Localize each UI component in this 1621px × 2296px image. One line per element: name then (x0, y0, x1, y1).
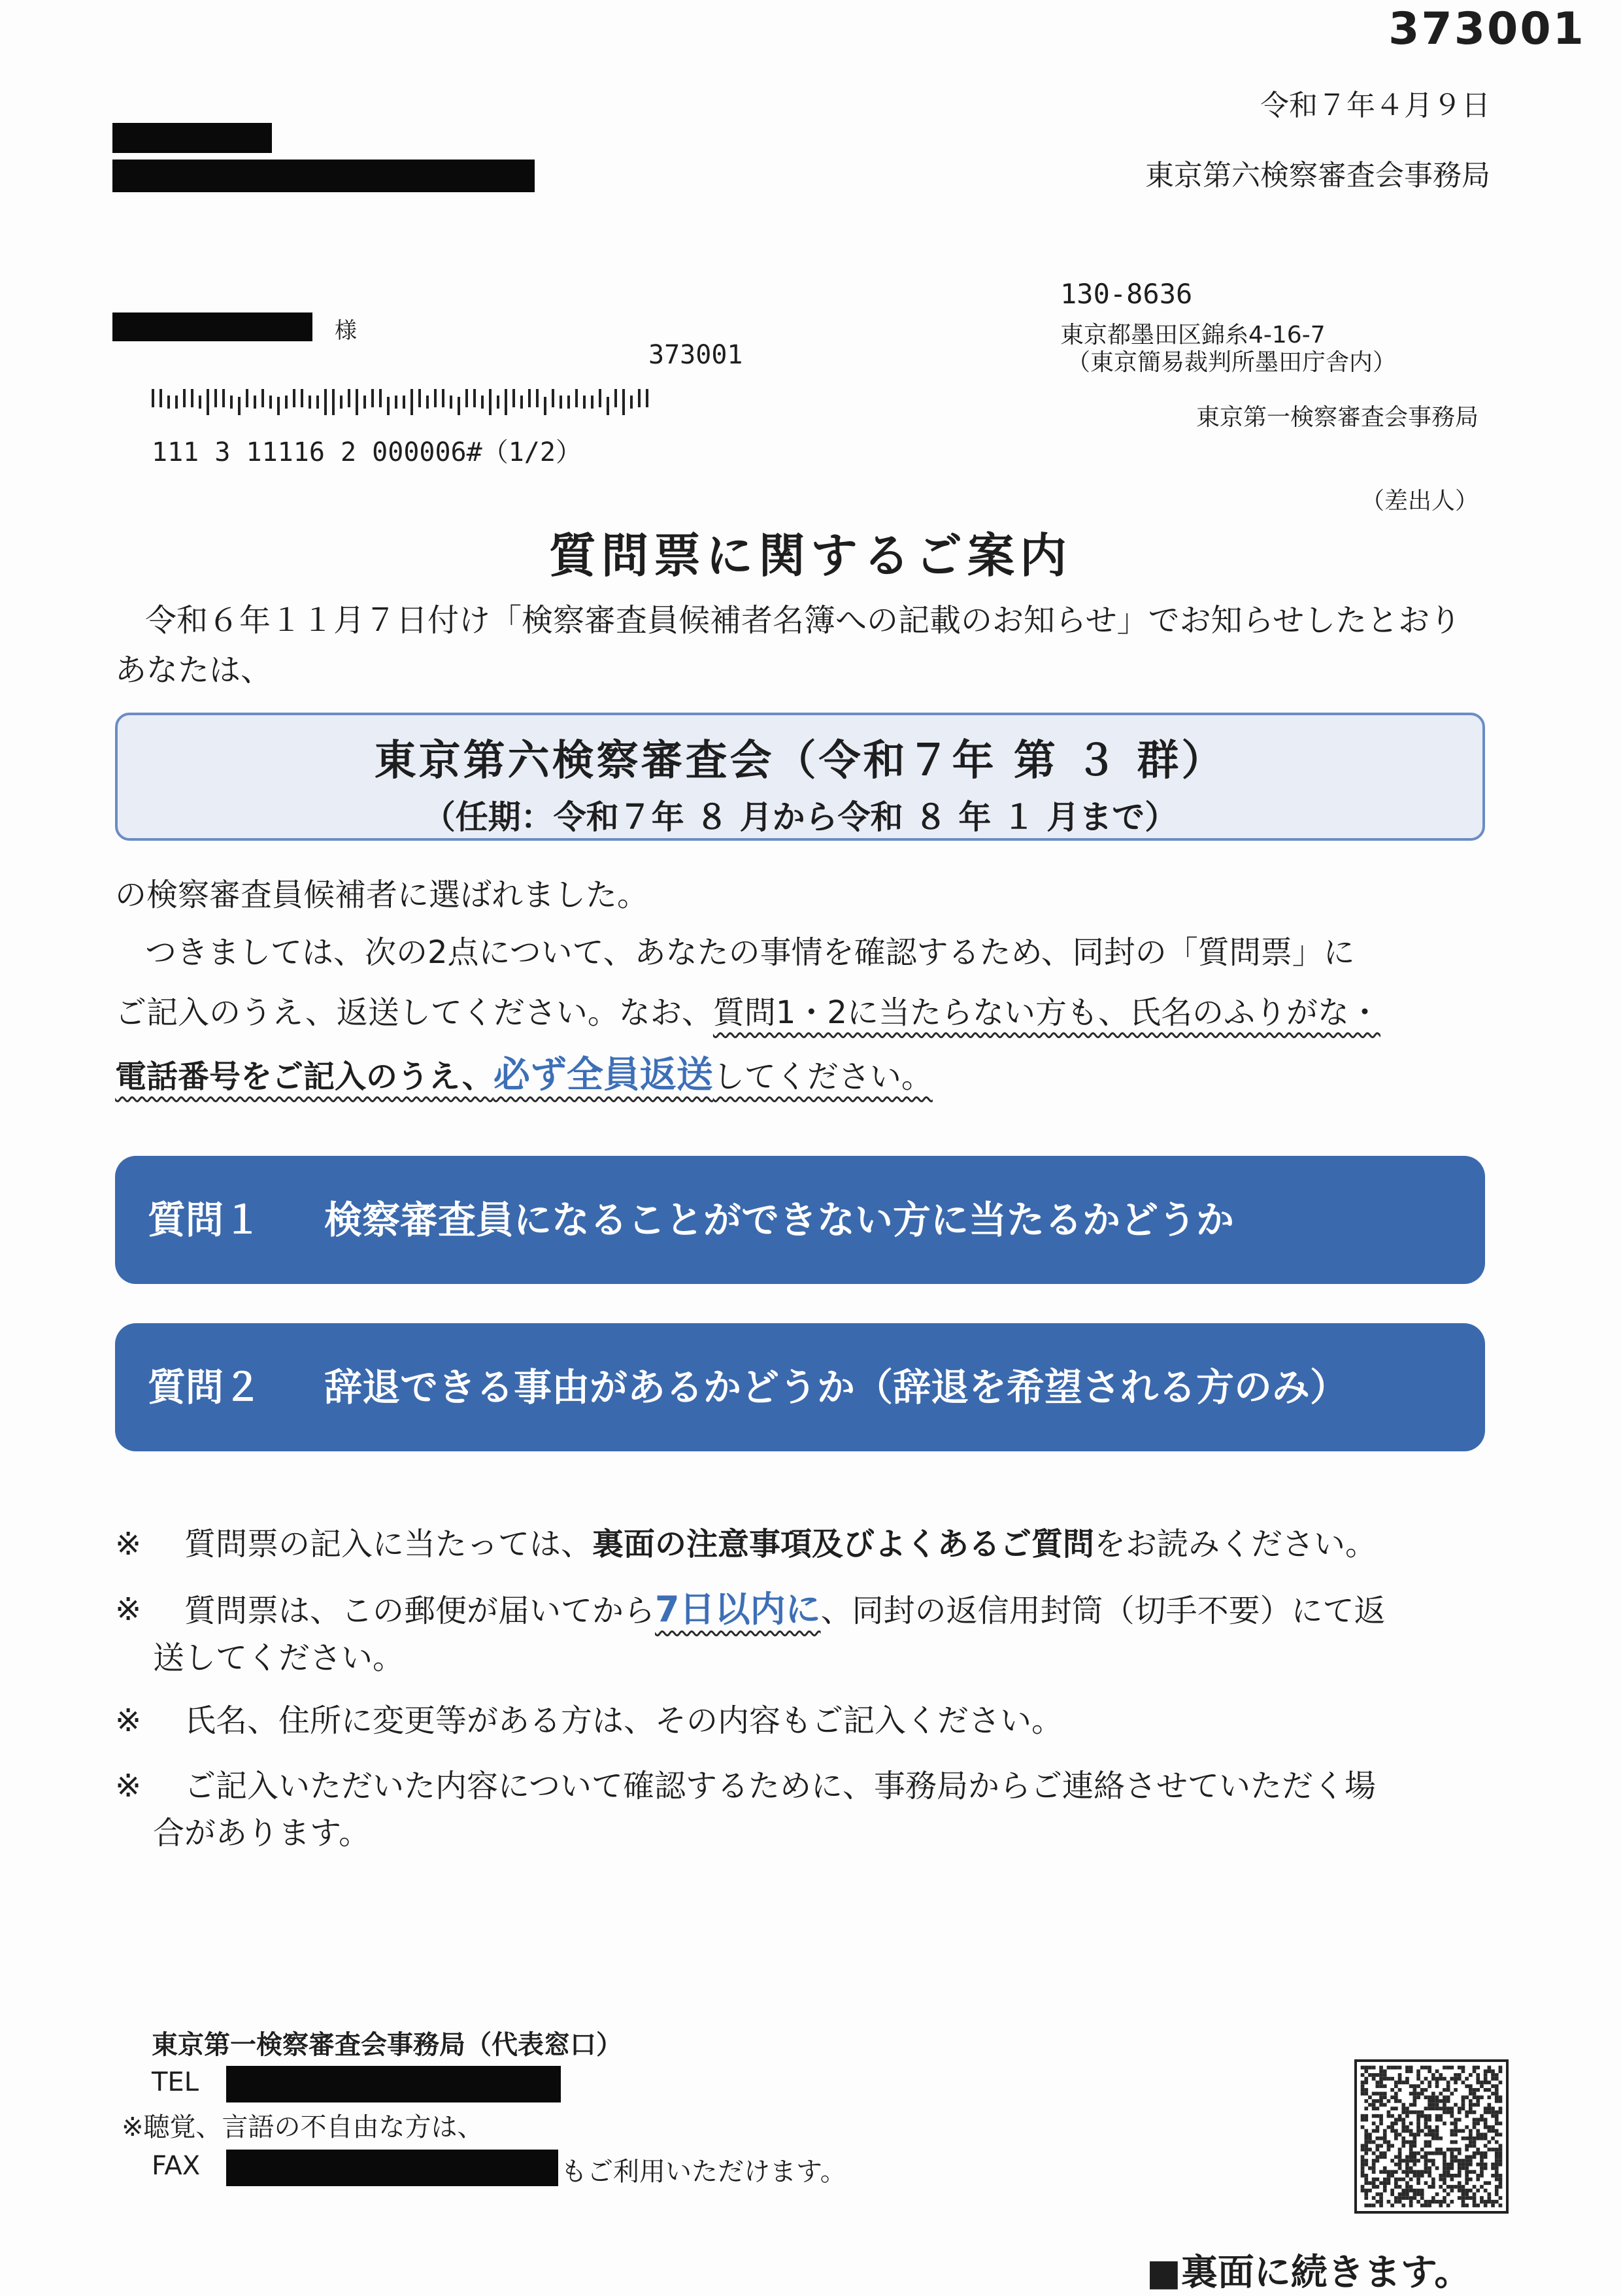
question-2-box (115, 1323, 1485, 1451)
fax-tail: もご利用いただけます。 (561, 2157, 846, 2187)
note-1-part-b: 裏面の注意事項及びよくあるご質問 (592, 1526, 1095, 1562)
body-line4-emphasis: 電話番号をご記入のうえ、 (115, 1058, 493, 1095)
question-1-text: 検察審査員になることができない方に当たるかどうか (324, 1198, 1235, 1242)
document-title: 質問票に関するご案内 (548, 528, 1072, 583)
body-line2: つきましては、次の2点について、あなたの事情を確認するため、同封の「質問票」に (145, 934, 1355, 971)
redacted-recipient-name (112, 312, 312, 341)
reference-number: 373001 (1388, 3, 1586, 55)
question-2-label: 質問２ (148, 1365, 262, 1410)
body-line4-tail: してください。 (712, 1058, 933, 1095)
redacted-address (112, 160, 535, 192)
note-3 (115, 1697, 1494, 1744)
qr-code (1354, 2059, 1509, 2214)
note-mark: ※ (115, 1591, 142, 1628)
note-4-part-a: ご記入いただいた内容について確認するために、事務局からご連絡させていただく場 (184, 1768, 1377, 1804)
body-line3-plain: ご記入のうえ、返送してください。なお、 (115, 994, 713, 1031)
intro-line2: あなたは、 (115, 652, 273, 688)
sender-office: 東京第六検察審査会事務局 (1145, 159, 1490, 192)
sender-label: （差出人） (1360, 488, 1479, 515)
return-postal-code: 130-8636 (1060, 278, 1193, 310)
note-2-part-a: 質問票は、この郵便が届いてから (184, 1593, 656, 1629)
note-mark: ※ (115, 1768, 142, 1804)
contact-heading: 東京第一検察審査会事務局（代表窓口） (152, 2030, 622, 2060)
body-line4 (115, 1046, 933, 1098)
note-1-part-c: をお読みください。 (1094, 1526, 1377, 1562)
fax-label: FAX (152, 2151, 201, 2181)
redacted-postal (112, 123, 272, 153)
note-2 (115, 1586, 1494, 1681)
redacted-fax (226, 2150, 558, 2186)
note-3-text: 氏名、住所に変更等がある方は、その内容もご記入ください。 (184, 1702, 1063, 1739)
barcode-number: 111 3 11116 2 000006#（1/2） (152, 437, 582, 467)
redacted-tel (226, 2066, 561, 2102)
committee-name: 東京第六検察審査会（令和７年 第 ３ 群） (374, 737, 1226, 785)
return-office: 東京第一検察審査会事務局 (1195, 404, 1479, 431)
note-1-part-a: 質問票の記入に当たっては、 (184, 1526, 593, 1562)
note-4 (115, 1763, 1494, 1857)
question-1-label: 質問１ (148, 1198, 262, 1242)
issue-date: 令和７年４月９日 (1260, 89, 1490, 122)
term-period: （任期：令和７年 ８ 月から令和 ８ 年 １ 月まで） (422, 798, 1178, 836)
return-all-emphasis: 必ず全員返送 (493, 1054, 713, 1096)
return-address-line1: 東京都墨田区錦糸4-16-7 (1060, 322, 1326, 348)
seven-days-emphasis: 7日以内に (655, 1589, 821, 1630)
barcode-id: 373001 (648, 340, 743, 370)
honorific: 様 (335, 318, 357, 344)
continue-note: ■裏面に続きます。 (1146, 2252, 1471, 2294)
tel-label: TEL (152, 2067, 199, 2097)
customer-barcode (152, 389, 654, 415)
intro-line1: 令和６年１１月７日付け「検察審査員候補者名簿への記載のお知らせ」でお知らせしたとおり (145, 602, 1462, 639)
note-2-part-c: 、同封の返信用封筒（切手不要）にて返 (820, 1593, 1386, 1629)
committee-panel (115, 713, 1485, 841)
hearing-note: ※聴覚、言語の不自由な方は、 (122, 2112, 484, 2142)
note-1 (115, 1521, 1494, 1568)
selected-line: の検察審査員候補者に選ばれました。 (115, 877, 649, 913)
note-4-part-b: 合があります。 (153, 1815, 371, 1851)
body-line3 (115, 987, 1380, 1032)
question-1-box (115, 1156, 1485, 1284)
question-2-text: 辞退できる事由があるかどうか（辞退を希望される方のみ） (324, 1365, 1348, 1410)
note-mark: ※ (115, 1702, 142, 1739)
return-address-line2: （東京簡易裁判所墨田庁舎内） (1067, 349, 1397, 376)
note-mark: ※ (115, 1526, 142, 1562)
note-2-part-d: 送してください。 (153, 1640, 405, 1676)
body-line3-emphasis: 質問1・2に当たらない方も、氏名のふりがな・ (712, 994, 1380, 1031)
